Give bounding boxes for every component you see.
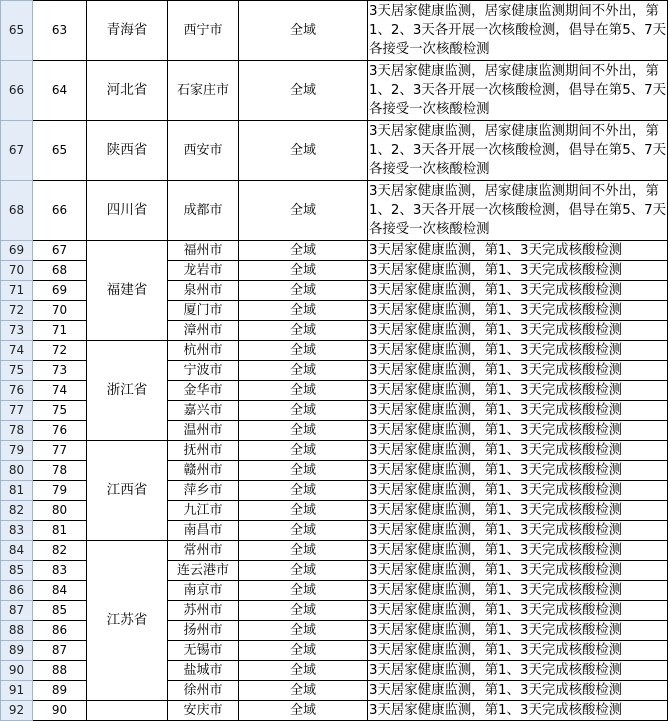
cell-city[interactable]: 南昌市 xyxy=(168,521,239,541)
table-row xyxy=(1,541,668,561)
row-header[interactable]: 80 xyxy=(1,461,33,481)
row-header[interactable]: 69 xyxy=(1,241,33,261)
cell-seq[interactable]: 85 xyxy=(33,601,87,621)
cell-note[interactable]: 3天居家健康监测，第1、3天完成核酸检测 xyxy=(368,561,668,581)
cell-city[interactable]: 无锡市 xyxy=(168,641,239,661)
cell-scope[interactable]: 全域 xyxy=(239,301,368,321)
cell-scope[interactable]: 全域 xyxy=(239,421,368,441)
row-header[interactable]: 65 xyxy=(1,1,33,61)
cell-scope[interactable]: 全域 xyxy=(239,661,368,681)
cell-scope[interactable]: 全域 xyxy=(239,61,368,121)
cell-province[interactable]: 陕西省 xyxy=(87,121,168,181)
table-row xyxy=(1,61,668,121)
cell-note[interactable]: 3天居家健康监测，第1、3天完成核酸检测 xyxy=(368,341,668,361)
cell-note[interactable]: 3天居家健康监测，第1、3天完成核酸检测 xyxy=(368,501,668,521)
cell-seq[interactable]: 72 xyxy=(33,341,87,361)
cell-scope[interactable]: 全域 xyxy=(239,601,368,621)
cell-city[interactable]: 安庆市 xyxy=(168,701,239,721)
cell-city[interactable]: 泉州市 xyxy=(168,281,239,301)
row-header[interactable]: 74 xyxy=(1,341,33,361)
table-row xyxy=(1,701,668,721)
row-header[interactable]: 86 xyxy=(1,581,33,601)
row-header[interactable]: 76 xyxy=(1,381,33,401)
cell-seq[interactable]: 68 xyxy=(33,261,87,281)
cell-province[interactable]: 浙江省 xyxy=(87,341,168,441)
cell-scope[interactable]: 全域 xyxy=(239,481,368,501)
cell-scope[interactable]: 全域 xyxy=(239,121,368,181)
cell-city[interactable]: 嘉兴市 xyxy=(168,401,239,421)
cell-scope[interactable]: 全域 xyxy=(239,361,368,381)
cell-city[interactable]: 徐州市 xyxy=(168,681,239,701)
cell-city[interactable]: 金华市 xyxy=(168,381,239,401)
cell-province[interactable]: 江西省 xyxy=(87,441,168,541)
cell-province[interactable]: 四川省 xyxy=(87,181,168,241)
row-header[interactable]: 84 xyxy=(1,541,33,561)
cell-city[interactable]: 盐城市 xyxy=(168,661,239,681)
cell-scope[interactable]: 全域 xyxy=(239,561,368,581)
cell-province[interactable]: 河北省 xyxy=(87,61,168,121)
row-header[interactable]: 83 xyxy=(1,521,33,541)
cell-seq[interactable]: 88 xyxy=(33,661,87,681)
row-header[interactable]: 72 xyxy=(1,301,33,321)
cell-scope[interactable]: 全域 xyxy=(239,401,368,421)
cell-scope[interactable]: 全域 xyxy=(239,341,368,361)
row-header[interactable]: 88 xyxy=(1,621,33,641)
cell-note[interactable]: 3天居家健康监测，第1、3天完成核酸检测 xyxy=(368,401,668,421)
cell-city[interactable]: 福州市 xyxy=(168,241,239,261)
row-header[interactable]: 90 xyxy=(1,661,33,681)
row-header[interactable]: 89 xyxy=(1,641,33,661)
cell-seq[interactable]: 84 xyxy=(33,581,87,601)
cell-province[interactable]: 江苏省 xyxy=(87,541,168,701)
table-row xyxy=(1,241,668,261)
cell-seq[interactable]: 71 xyxy=(33,321,87,341)
cell-note[interactable]: 3天居家健康监测，居家健康监测期间不外出，第1、2、3天各开展一次核酸检测，倡导在第5、7天各接受一次核酸检测 xyxy=(368,1,668,61)
cell-scope[interactable]: 全域 xyxy=(239,1,368,61)
cell-scope[interactable]: 全域 xyxy=(239,281,368,301)
cell-note[interactable]: 3天居家健康监测，第1、3天完成核酸检测 xyxy=(368,461,668,481)
cell-scope[interactable]: 全域 xyxy=(239,641,368,661)
row-header[interactable]: 78 xyxy=(1,421,33,441)
cell-city[interactable]: 萍乡市 xyxy=(168,481,239,501)
cell-city[interactable]: 漳州市 xyxy=(168,321,239,341)
cell-seq[interactable]: 80 xyxy=(33,501,87,521)
cell-note[interactable]: 3天居家健康监测，第1、3天完成核酸检测 xyxy=(368,361,668,381)
cell-seq[interactable]: 64 xyxy=(33,61,87,121)
table-row xyxy=(1,181,668,241)
cell-seq[interactable]: 77 xyxy=(33,441,87,461)
cell-seq[interactable]: 78 xyxy=(33,461,87,481)
cell-note[interactable]: 3天居家健康监测，第1、3天完成核酸检测 xyxy=(368,661,668,681)
cell-scope[interactable]: 全域 xyxy=(239,681,368,701)
row-header[interactable]: 91 xyxy=(1,681,33,701)
cell-scope[interactable]: 全域 xyxy=(239,381,368,401)
row-header[interactable]: 67 xyxy=(1,121,33,181)
row-header[interactable]: 77 xyxy=(1,401,33,421)
cell-province[interactable]: 青海省 xyxy=(87,1,168,61)
cell-note[interactable]: 3天居家健康监测，第1、3天完成核酸检测 xyxy=(368,261,668,281)
cell-province[interactable] xyxy=(87,701,168,721)
cell-note[interactable]: 3天居家健康监测，第1、3天完成核酸检测 xyxy=(368,681,668,701)
cell-seq[interactable]: 79 xyxy=(33,481,87,501)
cell-note[interactable]: 3天居家健康监测，第1、3天完成核酸检测 xyxy=(368,541,668,561)
cell-scope[interactable]: 全域 xyxy=(239,321,368,341)
cell-seq[interactable]: 83 xyxy=(33,561,87,581)
cell-city[interactable]: 九江市 xyxy=(168,501,239,521)
cell-note[interactable]: 3天居家健康监测，第1、3天完成核酸检测 xyxy=(368,521,668,541)
cell-city[interactable]: 杭州市 xyxy=(168,341,239,361)
cell-note[interactable]: 3天居家健康监测，第1、3天完成核酸检测 xyxy=(368,481,668,501)
cell-city[interactable]: 温州市 xyxy=(168,421,239,441)
cell-city[interactable]: 扬州市 xyxy=(168,621,239,641)
grid-body xyxy=(1,1,668,721)
cell-city[interactable]: 成都市 xyxy=(168,181,239,241)
cell-note[interactable]: 3天居家健康监测，第1、3天完成核酸检测 xyxy=(368,701,668,721)
cell-scope[interactable]: 全域 xyxy=(239,541,368,561)
cell-note[interactable]: 3天居家健康监测，居家健康监测期间不外出，第1、2、3天各开展一次核酸检测，倡导在第5、7天各接受一次核酸检测 xyxy=(368,121,668,181)
table-row xyxy=(1,121,668,181)
cell-scope[interactable]: 全域 xyxy=(239,181,368,241)
row-header[interactable]: 71 xyxy=(1,281,33,301)
cell-scope[interactable]: 全域 xyxy=(239,701,368,721)
row-header[interactable]: 68 xyxy=(1,181,33,241)
cell-city[interactable]: 常州市 xyxy=(168,541,239,561)
cell-seq[interactable]: 70 xyxy=(33,301,87,321)
cell-seq[interactable]: 63 xyxy=(33,1,87,61)
cell-note[interactable]: 3天居家健康监测，第1、3天完成核酸检测 xyxy=(368,581,668,601)
row-header[interactable]: 66 xyxy=(1,61,33,121)
cell-seq[interactable]: 90 xyxy=(33,701,87,721)
cell-province[interactable]: 福建省 xyxy=(87,241,168,341)
cell-seq[interactable]: 75 xyxy=(33,401,87,421)
cell-seq[interactable]: 65 xyxy=(33,121,87,181)
cell-seq[interactable]: 74 xyxy=(33,381,87,401)
cell-city[interactable]: 宁波市 xyxy=(168,361,239,381)
cell-note[interactable]: 3天居家健康监测，第1、3天完成核酸检测 xyxy=(368,301,668,321)
cell-note[interactable]: 3天居家健康监测，第1、3天完成核酸检测 xyxy=(368,441,668,461)
cell-scope[interactable]: 全域 xyxy=(239,461,368,481)
cell-scope[interactable]: 全域 xyxy=(239,581,368,601)
cell-city[interactable]: 龙岩市 xyxy=(168,261,239,281)
cell-seq[interactable]: 87 xyxy=(33,641,87,661)
cell-scope[interactable]: 全域 xyxy=(239,441,368,461)
cell-seq[interactable]: 73 xyxy=(33,361,87,381)
cell-city[interactable]: 西安市 xyxy=(168,121,239,181)
cell-seq[interactable]: 69 xyxy=(33,281,87,301)
row-header[interactable]: 79 xyxy=(1,441,33,461)
cell-note[interactable]: 3天居家健康监测，第1、3天完成核酸检测 xyxy=(368,241,668,261)
row-header[interactable]: 87 xyxy=(1,601,33,621)
cell-seq[interactable]: 66 xyxy=(33,181,87,241)
cell-note[interactable]: 3天居家健康监测，第1、3天完成核酸检测 xyxy=(368,621,668,641)
table-row xyxy=(1,1,668,61)
cell-note[interactable]: 3天居家健康监测，第1、3天完成核酸检测 xyxy=(368,641,668,661)
cell-city[interactable]: 苏州市 xyxy=(168,601,239,621)
cell-seq[interactable]: 76 xyxy=(33,421,87,441)
row-header[interactable]: 92 xyxy=(1,701,33,721)
cell-note[interactable]: 3天居家健康监测，第1、3天完成核酸检测 xyxy=(368,381,668,401)
row-header[interactable]: 75 xyxy=(1,361,33,381)
cell-scope[interactable]: 全域 xyxy=(239,621,368,641)
row-header[interactable]: 70 xyxy=(1,261,33,281)
table-row xyxy=(1,441,668,461)
row-header[interactable]: 82 xyxy=(1,501,33,521)
row-header[interactable]: 81 xyxy=(1,481,33,501)
cell-seq[interactable]: 67 xyxy=(33,241,87,261)
cell-city[interactable]: 厦门市 xyxy=(168,301,239,321)
cell-seq[interactable]: 86 xyxy=(33,621,87,641)
cell-city[interactable]: 南京市 xyxy=(168,581,239,601)
cell-note[interactable]: 3天居家健康监测，第1、3天完成核酸检测 xyxy=(368,321,668,341)
cell-scope[interactable]: 全域 xyxy=(239,261,368,281)
cell-note[interactable]: 3天居家健康监测，居家健康监测期间不外出，第1、2、3天各开展一次核酸检测，倡导在第5、7天各接受一次核酸检测 xyxy=(368,61,668,121)
cell-city[interactable]: 抚州市 xyxy=(168,441,239,461)
table-row xyxy=(1,341,668,361)
cell-seq[interactable]: 82 xyxy=(33,541,87,561)
cell-city[interactable]: 连云港市 xyxy=(168,561,239,581)
cell-city[interactable]: 石家庄市 xyxy=(168,61,239,121)
cell-note[interactable]: 3天居家健康监测，居家健康监测期间不外出，第1、2、3天各开展一次核酸检测，倡导在第5、7天各接受一次核酸检测 xyxy=(368,181,668,241)
cell-scope[interactable]: 全域 xyxy=(239,521,368,541)
row-header[interactable]: 73 xyxy=(1,321,33,341)
cell-city[interactable]: 赣州市 xyxy=(168,461,239,481)
cell-scope[interactable]: 全域 xyxy=(239,501,368,521)
cell-city[interactable]: 西宁市 xyxy=(168,1,239,61)
row-header[interactable]: 85 xyxy=(1,561,33,581)
cell-note[interactable]: 3天居家健康监测，第1、3天完成核酸检测 xyxy=(368,601,668,621)
cell-seq[interactable]: 81 xyxy=(33,521,87,541)
cell-note[interactable]: 3天居家健康监测，第1、3天完成核酸检测 xyxy=(368,281,668,301)
cell-seq[interactable]: 89 xyxy=(33,681,87,701)
cell-note[interactable]: 3天居家健康监测，第1、3天完成核酸检测 xyxy=(368,421,668,441)
cell-scope[interactable]: 全域 xyxy=(239,241,368,261)
